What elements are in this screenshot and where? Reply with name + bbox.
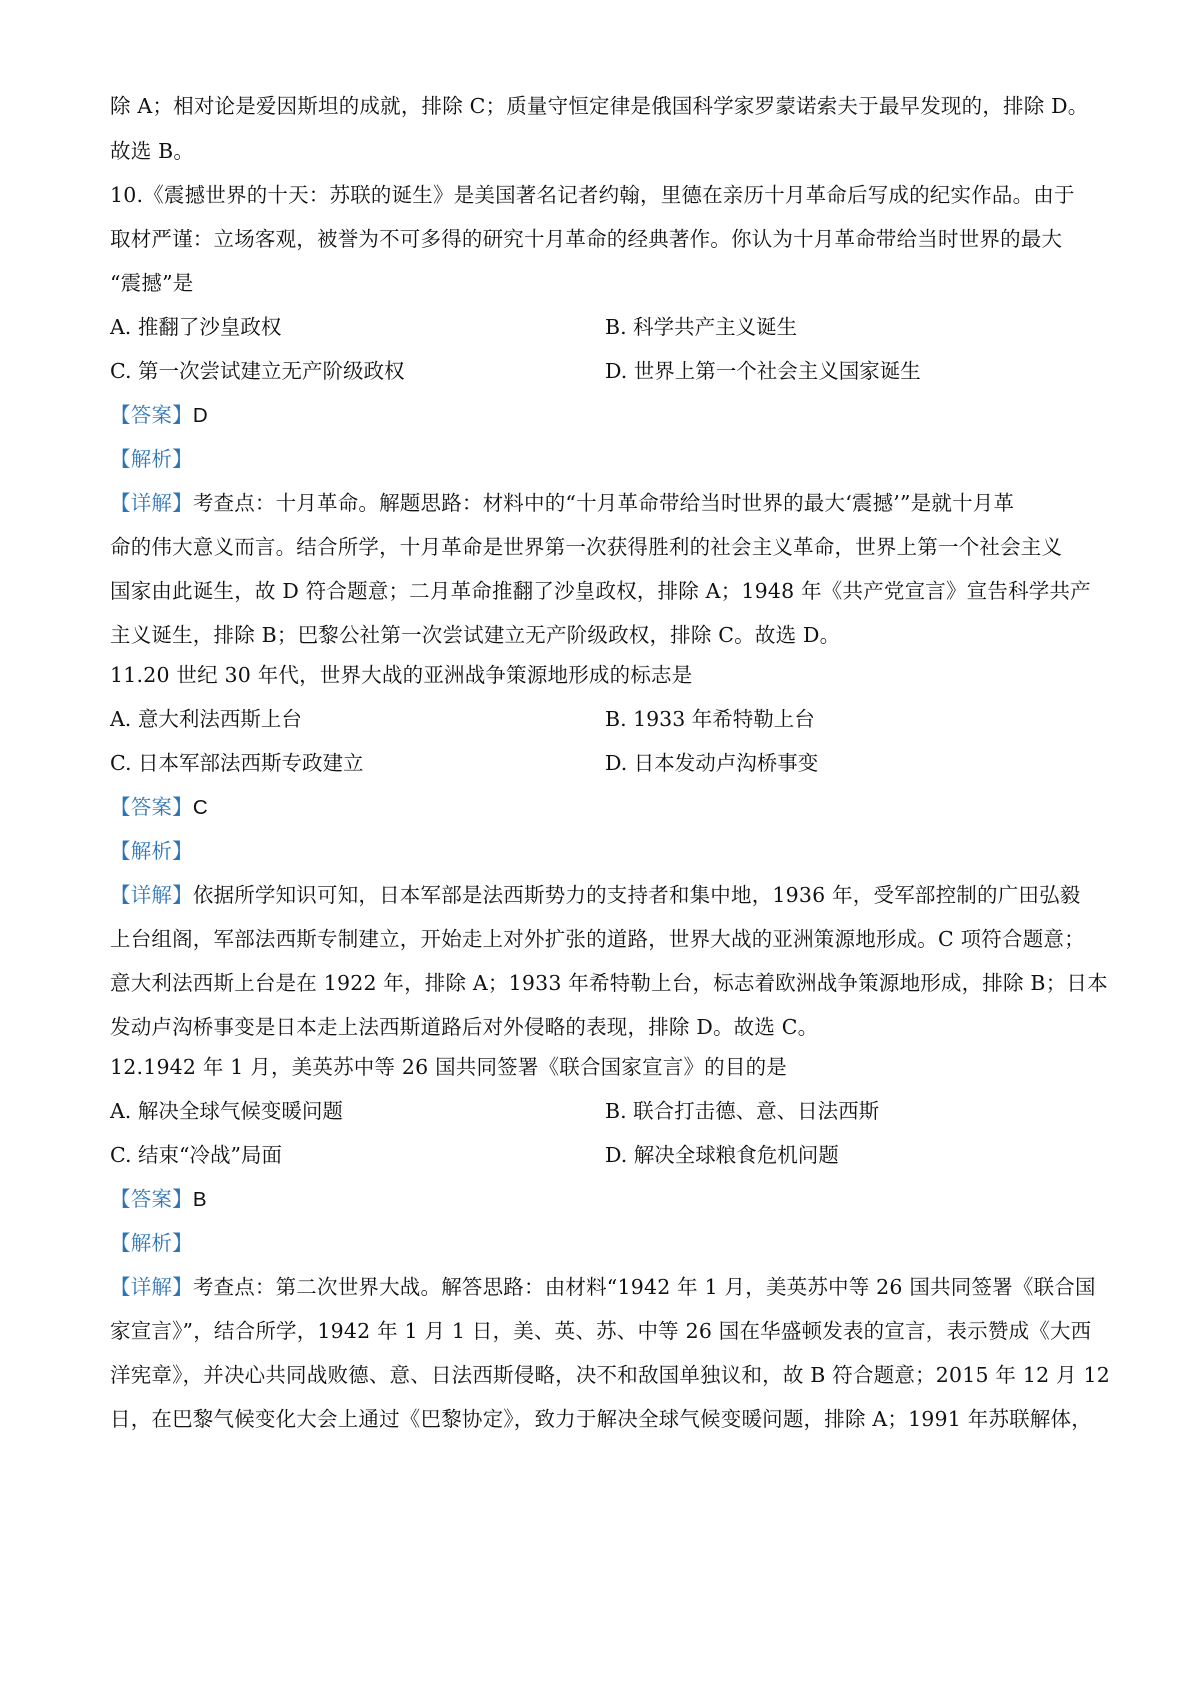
q11-detail-line: 意大利法西斯上台是在 1922 年，排除 A；1933 年希特勒上台，标志着欧洲战争策源地形成，排除 B；日本 (110, 971, 1108, 995)
answer-label: 【答案】 (110, 403, 193, 427)
prev-detail-line: 除 A；相对论是爱因斯坦的成就，排除 C；质量守恒定律是俄国科学家罗蒙诺索夫于最早发现的，排除 D。 (110, 94, 1089, 118)
detail-text: 考查点：第二次世界大战。解答思路：由材料“1942 年 1 月，美英苏中等 26 国共同签署《联合国 (192, 1275, 1096, 1299)
answer-value: C (192, 796, 208, 819)
analysis-label: 【解析】 (110, 1231, 193, 1255)
q11-option-b: B. 1933 年希特勒上台 (605, 707, 815, 731)
q11-answer (110, 792, 1100, 823)
q12-detail-line: 日，在巴黎气候变化大会上通过《巴黎协定》，致力于解决全球气候变暖问题，排除 A；1991 年苏联解体， (110, 1407, 1092, 1431)
q10-detail-line: 主义诞生，排除 B；巴黎公社第一次尝试建立无产阶级政权，排除 C。故选 D。 (110, 623, 841, 647)
q11-option-c: C. 日本军部法西斯专政建立 (110, 751, 364, 775)
answer-value: B (192, 1188, 207, 1211)
prev-detail-line: 故选 B。 (110, 139, 195, 163)
q10-stem-line: “震撼”是 (110, 271, 194, 295)
q10-detail-line: 命的伟大意义而言。结合所学，十月革命是世界第一次获得胜利的社会主义革命，世界上第一个社会主义 (110, 535, 1063, 559)
q10-answer (110, 400, 1100, 431)
detail-label: 【详解】 (110, 491, 193, 515)
q10-option-c: C. 第一次尝试建立无产阶级政权 (110, 359, 405, 383)
q10-detail-line (110, 488, 1100, 518)
q10-stem-line: 取材严谨：立场客观，被誉为不可多得的研究十月革命的经典著作。你认为十月革命带给当时世界的最大 (110, 227, 1063, 251)
detail-label: 【详解】 (110, 1275, 193, 1299)
detail-text: 依据所学知识可知，日本军部是法西斯势力的支持者和集中地，1936 年，受军部控制的广田弘毅 (192, 883, 1081, 907)
q12-detail-line: 洋宪章》，并决心共同战败德、意、日法西斯侵略，决不和敌国单独议和，故 B 符合题意；2015 年 12 月 12 (110, 1363, 1110, 1387)
analysis-label: 【解析】 (110, 447, 193, 471)
q12-stem-line: 12.1942 年 1 月，美英苏中等 26 国共同签署《联合国家宣言》的目的是 (110, 1055, 787, 1079)
q12-answer (110, 1184, 1100, 1215)
q12-option-c: C. 结束“冷战”局面 (110, 1143, 282, 1167)
q12-option-b: B. 联合打击德、意、日法西斯 (605, 1099, 880, 1123)
detail-label: 【详解】 (110, 883, 193, 907)
answer-value: D (192, 404, 208, 427)
q12-detail-line (110, 1272, 1100, 1302)
q10-analysis (110, 444, 1100, 474)
q12-option-d: D. 解决全球粮食危机问题 (605, 1143, 839, 1167)
answer-label: 【答案】 (110, 1187, 193, 1211)
q11-option-d: D. 日本发动卢沟桥事变 (605, 751, 819, 775)
q10-option-b: B. 科学共产主义诞生 (605, 315, 798, 339)
q10-option-d: D. 世界上第一个社会主义国家诞生 (605, 359, 921, 383)
answer-label: 【答案】 (110, 795, 193, 819)
q11-detail-line (110, 880, 1100, 910)
q11-detail-line: 发动卢沟桥事变是日本走上法西斯道路后对外侵略的表现，排除 D。故选 C。 (110, 1015, 819, 1039)
q11-detail-line: 上台组阁，军部法西斯专制建立，开始走上对外扩张的道路，世界大战的亚洲策源地形成。C 项符合题意； (110, 927, 1085, 951)
analysis-label: 【解析】 (110, 839, 193, 863)
q10-stem-line: 10.《震撼世界的十天：苏联的诞生》是美国著名记者约翰，里德在亲历十月革命后写成的纪实作品。由于 (110, 183, 1075, 207)
q11-analysis (110, 836, 1100, 866)
q12-option-a: A. 解决全球气候变暖问题 (110, 1099, 343, 1123)
q10-detail-line: 国家由此诞生，故 D 符合题意；二月革命推翻了沙皇政权，排除 A；1948 年《共产党宣言》宣告科学共产 (110, 579, 1091, 603)
q10-option-a: A. 推翻了沙皇政权 (110, 315, 282, 339)
q12-analysis (110, 1228, 1100, 1258)
q11-stem-line: 11.20 世纪 30 年代，世界大战的亚洲战争策源地形成的标志是 (110, 663, 693, 687)
detail-text: 考查点：十月革命。解题思路：材料中的“十月革命带给当时世界的最大‘震撼’”是就十月革 (192, 491, 1015, 515)
q11-option-a: A. 意大利法西斯上台 (110, 707, 302, 731)
q12-detail-line: 家宣言》”，结合所学，1942 年 1 月 1 日，美、英、苏、中等 26 国在华盛顿发表的宣言，表示赞成《大西 (110, 1319, 1092, 1343)
